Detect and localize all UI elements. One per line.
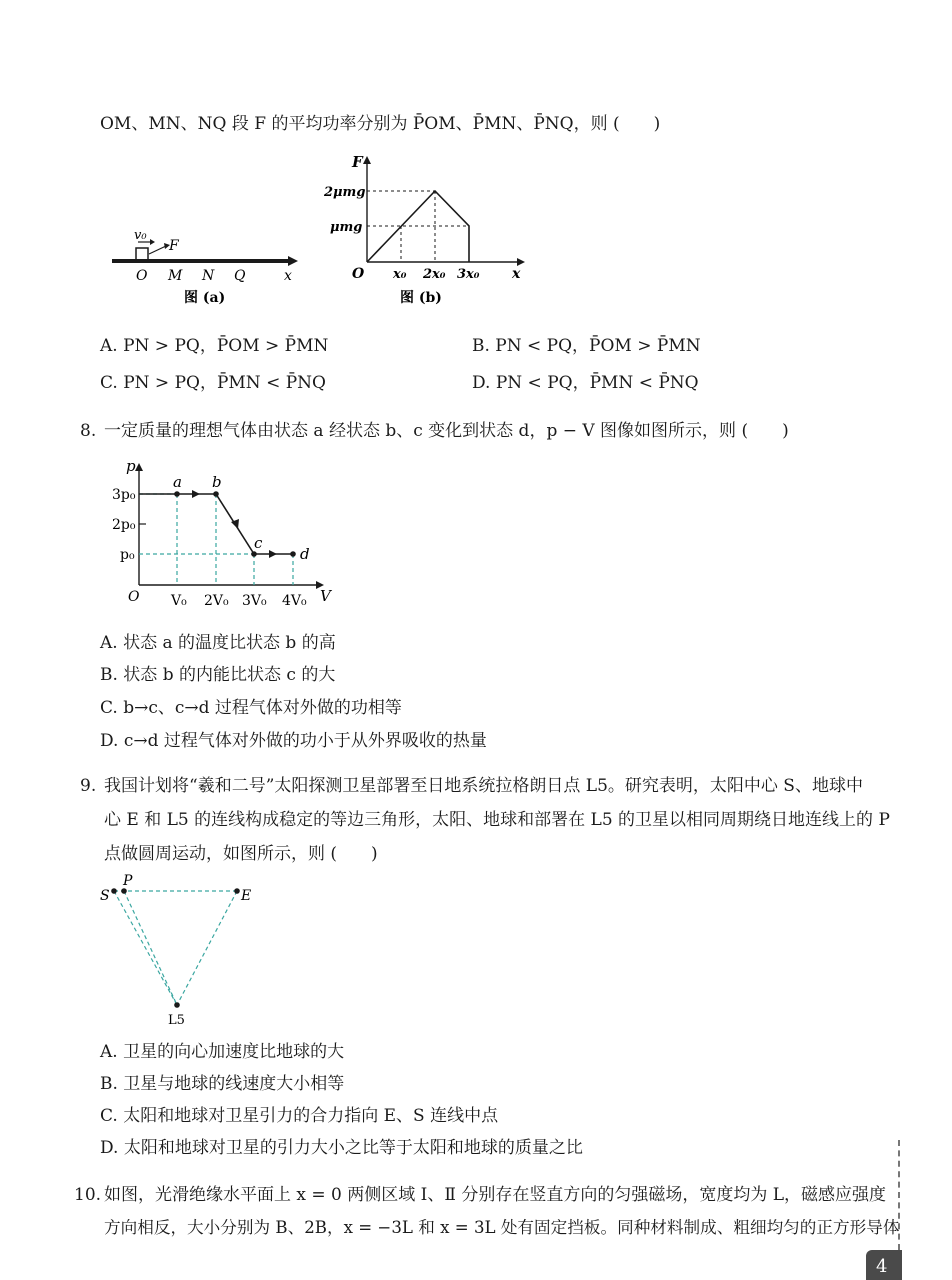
- pv-x-tick-3v0: 3V₀: [242, 593, 267, 609]
- pv-x-tick-v0: V₀: [171, 593, 187, 609]
- fig-a-point-m: M: [168, 268, 183, 284]
- binding-margin-line: [898, 1140, 900, 1250]
- triangle-label-e: E: [241, 888, 252, 904]
- q8-option-a[interactable]: A. 状态 a 的温度比状态 b 的高: [100, 633, 336, 653]
- pv-y-tick-2p0: 2p₀: [112, 517, 136, 533]
- q9-number: 9.: [80, 776, 97, 796]
- q8-option-b[interactable]: B. 状态 b 的内能比状态 c 的大: [100, 665, 336, 685]
- q10-stem-line2: 方向相反，大小分别为 B、2B，x = −3L 和 x = 3L 处有固定挡板。同种材料制成、粗细均匀的正方形导体: [104, 1218, 900, 1237]
- fig-a-caption: 图 (a): [184, 290, 226, 306]
- fig-a-point-q: Q: [234, 268, 246, 284]
- pv-point-c: c: [254, 534, 263, 552]
- q7-option-a[interactable]: A. PN > PQ，P̄OM > P̄MN: [100, 336, 329, 356]
- q9-stem-line1: 我国计划将“羲和二号”太阳探测卫星部署至日地系统拉格朗日点 L5。研究表明，太阳中心 S、地球中: [104, 776, 863, 796]
- q9-stem-line3: 点做圆周运动，如图所示，则 ( ): [104, 844, 378, 864]
- fig-a-force: F: [169, 238, 179, 254]
- q8-option-c[interactable]: C. b→c、c→d 过程气体对外做的功相等: [100, 698, 402, 718]
- q7-option-c[interactable]: C. PN > PQ，P̄MN < P̄NQ: [100, 373, 326, 393]
- q7-stem: OM、MN、NQ 段 F 的平均功率分别为 P̄OM、P̄MN、P̄NQ，则 ( ): [100, 114, 661, 134]
- q10-number: 10.: [74, 1185, 102, 1205]
- q9-option-c[interactable]: C. 太阳和地球对卫星引力的合力指向 E、S 连线中点: [100, 1106, 499, 1126]
- pv-point-a: a: [173, 473, 182, 491]
- q9-option-d[interactable]: D. 太阳和地球对卫星的引力大小之比等于太阳和地球的质量之比: [100, 1138, 583, 1158]
- q10-stem-line1: 如图，光滑绝缘水平面上 x = 0 两侧区域 Ⅰ、Ⅱ 分别存在竖直方向的匀强磁场，宽度均为 L，磁感应强度: [104, 1185, 887, 1205]
- page-number: 4: [876, 1256, 888, 1277]
- triangle-label-l5: L5: [168, 1013, 185, 1028]
- q8-option-d[interactable]: D. c→d 过程气体对外做的功小于从外界吸收的热量: [100, 731, 487, 751]
- fig-b-x-tick-2x0: 2x₀: [423, 267, 446, 282]
- q9-stem-line2: 心 E 和 L5 的连线构成稳定的等边三角形，太阳、地球和部署在 L5 的卫星以相同周期绕日地连线上的 P: [104, 810, 890, 830]
- pv-point-d: d: [300, 545, 310, 563]
- fig-b-x-tick-x0: x₀: [393, 267, 407, 282]
- pv-x-tick-2v0: 2V₀: [204, 593, 229, 609]
- fig-a-point-n: N: [202, 268, 215, 284]
- q7-option-b[interactable]: B. PN < PQ，P̄OM > P̄MN: [472, 336, 701, 356]
- fig-a-v0: v₀: [134, 228, 147, 243]
- pv-y-tick-p0: p₀: [120, 547, 135, 563]
- q7-option-d[interactable]: D. PN < PQ，P̄MN < P̄NQ: [472, 373, 699, 393]
- fig-b-x-axis: x: [512, 266, 521, 282]
- q9-option-b[interactable]: B. 卫星与地球的线速度大小相等: [100, 1074, 345, 1094]
- fig-b-origin: O: [352, 266, 365, 282]
- pv-x-axis: V: [320, 587, 331, 605]
- pv-x-tick-4v0: 4V₀: [282, 593, 307, 609]
- q8-number: 8.: [80, 421, 97, 441]
- pv-origin: O: [128, 589, 140, 605]
- fig-b-caption: 图 (b): [400, 290, 442, 306]
- q8-pv-graph: [108, 455, 348, 613]
- triangle-label-p: P: [123, 873, 133, 889]
- fig-b-y-tick-2umg: 2μmg: [324, 185, 366, 200]
- fig-b-y-tick-umg: μmg: [330, 220, 363, 235]
- q7-figure-a: [108, 222, 308, 312]
- q8-stem: 一定质量的理想气体由状态 a 经状态 b、c 变化到状态 d，p − V 图像如图所示，则 ( ): [104, 421, 789, 441]
- q9-option-a[interactable]: A. 卫星的向心加速度比地球的大: [100, 1042, 345, 1062]
- fig-b-x-tick-3x0: 3x₀: [457, 267, 480, 282]
- fig-b-y-axis: F: [352, 153, 363, 171]
- pv-y-tick-3p0: 3p₀: [112, 487, 136, 503]
- q9-triangle-figure: [96, 870, 266, 1030]
- pv-point-b: b: [212, 473, 222, 491]
- triangle-label-s: S: [100, 888, 110, 904]
- fig-a-point-o: O: [136, 268, 148, 284]
- fig-a-axis-x: x: [284, 268, 292, 284]
- q7-figure-b: [322, 150, 532, 310]
- pv-y-axis: p: [126, 457, 136, 475]
